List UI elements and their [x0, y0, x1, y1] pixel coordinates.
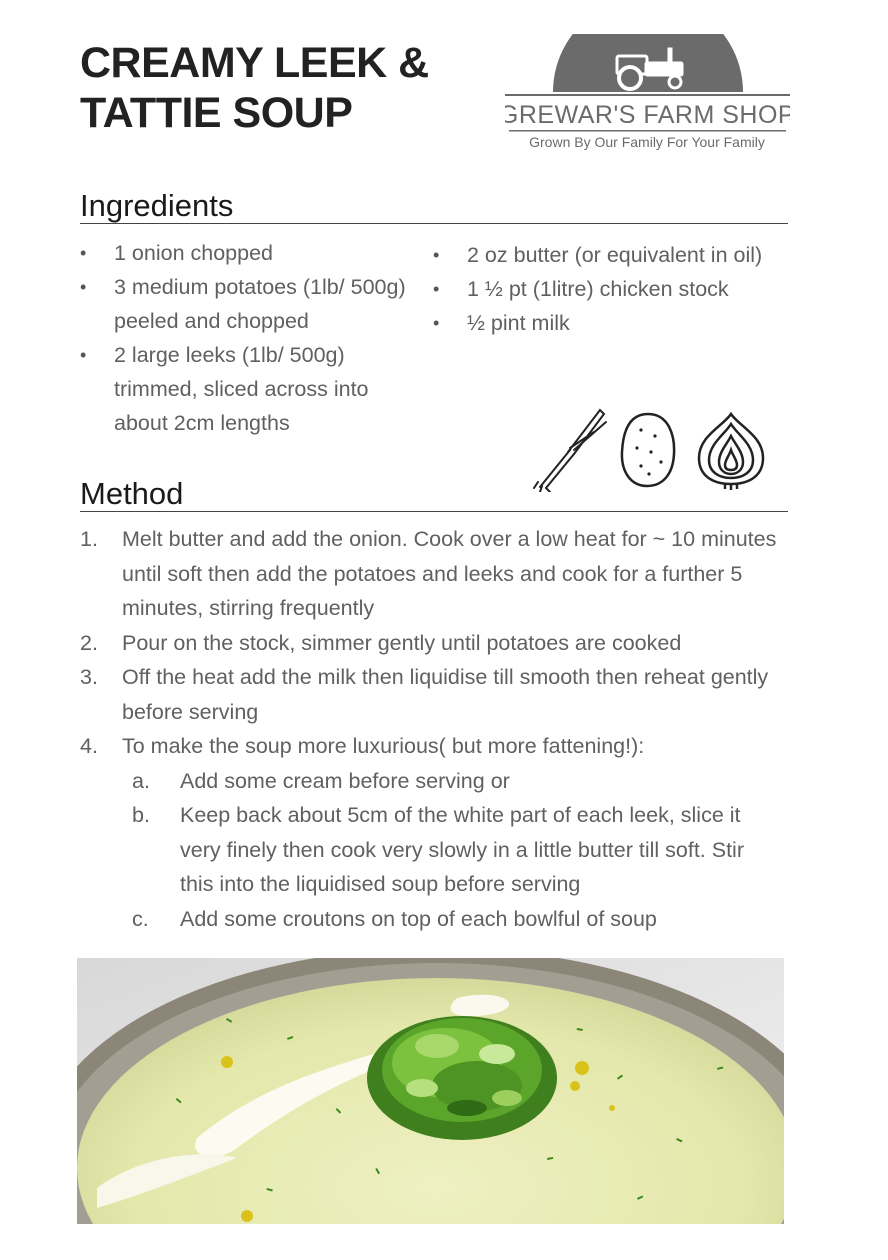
substep-text: Add some croutons on top of each bowlful of soup — [180, 906, 657, 931]
step-number: 3. — [80, 665, 98, 689]
method-substep — [80, 798, 780, 902]
ingredient-item: • 3 medium potatoes (1lb/ 500g) peeled and chopped — [80, 270, 435, 338]
method-substep — [80, 902, 780, 937]
substep-letter: a. — [132, 768, 150, 793]
leek-icon — [530, 402, 620, 492]
logo-tagline: Grown By Our Family For Your Family — [529, 134, 765, 150]
method-substep — [80, 764, 780, 799]
ingredient-item: • 2 oz butter (or equivalent in oil) — [433, 238, 813, 272]
method-step — [80, 660, 780, 729]
step-number: 4. — [80, 734, 98, 758]
ingredient-item: • ½ pint milk — [433, 306, 813, 340]
step-text: To make the soup more luxurious( but more fattening!): — [122, 734, 645, 758]
substep-letter: c. — [132, 906, 149, 931]
method-steps — [80, 522, 780, 936]
substep-text: Keep back about 5cm of the white part of each leek, slice it very finely then cook very slowly in a little butter till soft. Stir this into the liquidised soup before serving — [180, 803, 744, 896]
farm-shop-logo — [505, 34, 790, 158]
ingredients-list-left — [80, 236, 435, 440]
potato-icon — [617, 410, 679, 490]
onion-icon — [695, 410, 767, 490]
method-divider — [80, 511, 788, 512]
logo-name: GREWAR'S FARM SHOP — [505, 101, 790, 129]
ingredients-list-right — [433, 238, 813, 340]
title-line-1: CREAMY LEEK & — [80, 39, 429, 87]
soup-photo — [77, 958, 784, 1224]
substep-text: Add some cream before serving or — [180, 768, 510, 793]
step-number: 2. — [80, 630, 98, 655]
step-text: Off the heat add the milk then liquidise till smooth then reheat gently before serving — [122, 665, 769, 724]
step-number: 1. — [80, 527, 98, 551]
step-text: Pour on the stock, simmer gently until potatoes are cooked — [122, 630, 682, 655]
title-line-2: TATTIE SOUP — [80, 89, 353, 137]
ingredient-item: • 1 ½ pt (1litre) chicken stock — [433, 272, 813, 306]
tractor-logo-icon — [505, 34, 790, 158]
ingredient-item: • 1 onion chopped — [80, 236, 435, 270]
method-heading: Method — [80, 476, 184, 511]
ingredients-divider — [80, 223, 788, 224]
method-step — [80, 626, 780, 661]
recipe-title — [80, 38, 480, 138]
substep-letter: b. — [132, 803, 150, 827]
step-text: Melt butter and add the onion. Cook over a low heat for ~ 10 minutes until soft then add the potatoes and leeks and cook for a further 5 minutes, stirring frequently — [122, 527, 777, 620]
method-step — [80, 522, 780, 626]
ingredient-item: • 2 large leeks (1lb/ 500g) trimmed, sliced across into about 2cm lengths — [80, 338, 435, 440]
soup-bowl-image — [77, 958, 784, 1224]
method-step — [80, 729, 780, 764]
ingredients-heading: Ingredients — [80, 188, 234, 223]
